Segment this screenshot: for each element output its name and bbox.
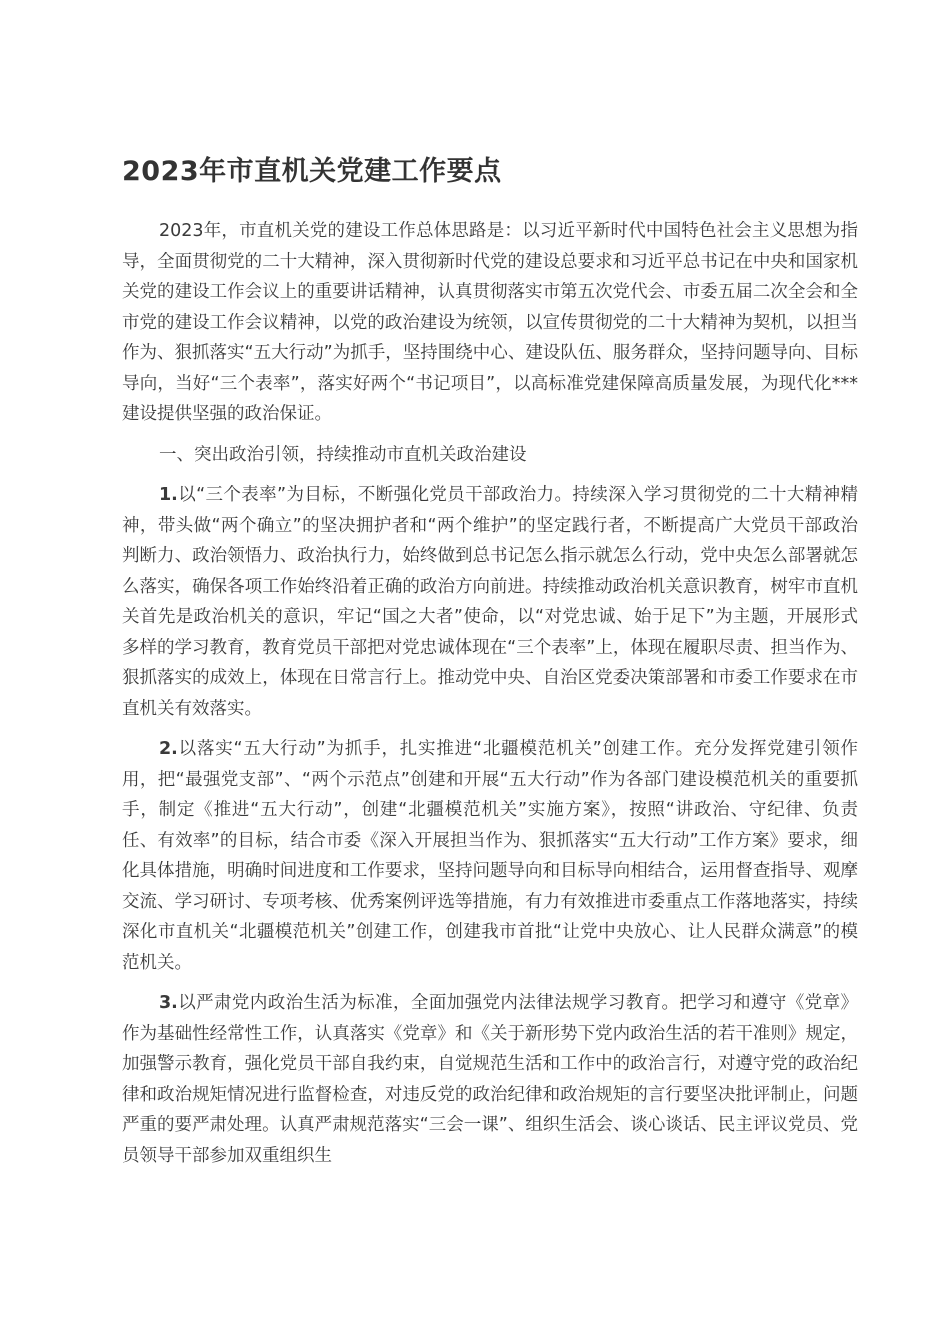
item-lead-3: 以严肃党内政治生活为标准 [177, 993, 394, 1013]
item-number-1: 1. [159, 485, 178, 505]
item-lead-1: 以“三个表率”为目标 [177, 485, 341, 505]
item-paragraph-1 [122, 480, 858, 724]
item-text-2: ，扎实推进“北疆模范机关”创建工作。充分发挥党建引领作用，把“最强党支部”、“两个示范点”创建和开展“五大行动”作为各部门建设模范机关的重要抓手，制定《推进“五大行动”，创建“北疆模范机关”实施方案》，按照“讲政治、守纪律、负责任、有效率”的目标，结合市委《深入开展担当作为、狠抓落实“五大行动”工作方案》要求，细化具体措施，明确时间进度和工作要求，坚持问题导向和目标导向相结合，运用督查指导、观摩交流、学习研讨、专项考核、优秀案例评选等措施，有力有效推进市委重点工作落地落实，持续深化市直机关“北疆模范机关”创建工作，创建我市首批“让党中央放心、让人民群众满意”的模范机关。 [122, 739, 858, 973]
document-page [122, 150, 858, 1181]
item-number-2: 2. [159, 739, 178, 759]
item-text-1: ，不断强化党员干部政治力。持续深入学习贯彻党的二十大精神精神，带头做“两个确立”的坚决拥护者和“两个维护”的坚定践行者，不断提高广大党员干部政治判断力、政治领悟力、政治执行力，始终做到总书记怎么指示就怎么行动，党中央怎么部署就怎么落实，确保各项工作始终沿着正确的政治方向前进。持续推动政治机关意识教育，树牢市直机关首先是政治机关的意识，牢记“国之大者”使命，以“对党忠诚、始于足下”为主题，开展形式多样的学习教育，教育党员干部把对党忠诚体现在“三个表率”上，体现在履职尽责、担当作为、狠抓落实的成效上，体现在日常言行上。推动党中央、自治区党委决策部署和市委工作要求在市直机关有效落实。 [122, 485, 858, 719]
item-number-3: 3. [159, 993, 178, 1013]
section-heading-1: 一、突出政治引领，持续推动市直机关政治建设 [159, 444, 527, 465]
intro-paragraph: 2023年，市直机关党的建设工作总体思路是：以习近平新时代中国特色社会主义思想为指导，全面贯彻党的二十大精神，深入贯彻新时代党的建设总要求和习近平总书记在中央和国家机关党的建设工作会议上的重要讲话精神，认真贯彻落实市第五次党代会、市委五届二次全会和全市党的建设工作会议精神，以党的政治建设为统领，以宣传贯彻党的二十大精神为契机，以担当作为、狠抓落实“五大行动”为抓手，坚持围绕中心、建设队伍、服务群众，坚持问题导向、目标导向，当好“三个表率”，落实好两个“书记项目”，以高标准党建保障高质量发展，为现代化***建设提供坚强的政治保证。 [122, 221, 858, 424]
item-lead-2: 以落实“五大行动”为抓手 [177, 739, 382, 759]
item-text-3: ，全面加强党内法律法规学习教育。把学习和遵守《党章》作为基础性经常性工作，认真落实《党章》和《关于新形势下党内政治生活的若干准则》规定，加强警示教育，强化党员干部自我约束，自觉规范生活和工作中的政治言行，对遵守党的政治纪律和政治规矩情况进行监督检查，对违反党的政治纪律和政治规矩的言行要坚决批评制止，问题严重的要严肃处理。认真严肃规范落实“三会一课”、组织生活会、谈心谈话、民主评议党员、党员领导干部参加双重组织生 [122, 993, 859, 1166]
item-paragraph-2 [122, 734, 858, 978]
item-paragraph-3 [122, 988, 858, 1171]
document-title: 2023年市直机关党建工作要点 [122, 156, 502, 187]
